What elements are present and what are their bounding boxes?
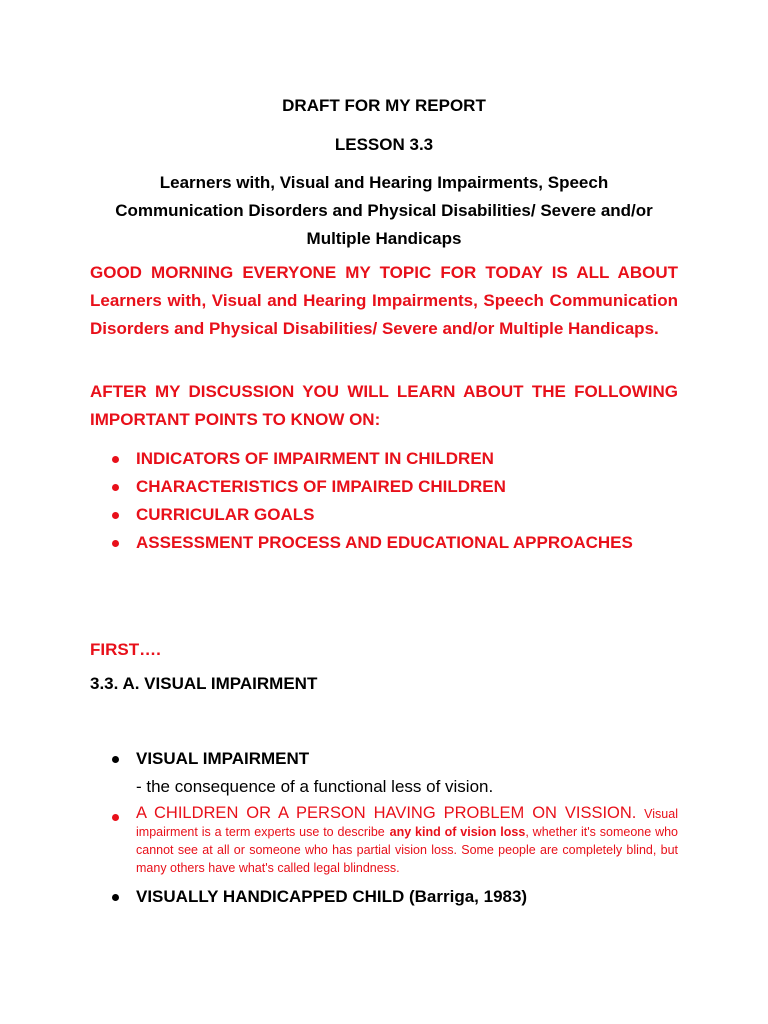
list-item: ASSESSMENT PROCESS AND EDUCATIONAL APPROACHES <box>108 529 633 557</box>
item-highlight: any kind of vision loss <box>389 825 526 839</box>
list-item: CURRICULAR GOALS <box>108 501 633 529</box>
topic-line-3: Multiple Handicaps <box>306 229 462 248</box>
intro-after: AFTER MY DISCUSSION YOU WILL LEARN ABOUT THE FOLLOWING IMPORTANT POINTS TO KNOW ON: <box>90 382 678 429</box>
list-item <box>108 745 678 801</box>
bullet-icon <box>112 456 119 463</box>
item-text-continued: , whether it's someone who cannot see at all or someone who has partial vision loss. Some people are completely blind, but many others have what's called legal blindness. <box>136 825 679 875</box>
bullet-icon <box>112 540 119 547</box>
topic-heading <box>90 169 678 253</box>
item-title: VISUALLY HANDICAPPED CHILD (Barriga, 1983) <box>136 887 528 906</box>
document-title: DRAFT FOR MY REPORT <box>282 96 486 115</box>
section-heading: 3.3. A. VISUAL IMPAIRMENT <box>90 674 318 693</box>
item-title: A CHILDREN OR A PERSON HAVING PROBLEM ON VISSION. <box>136 804 637 822</box>
item-title: VISUAL IMPAIRMENT <box>136 749 310 768</box>
list-item <box>108 802 678 877</box>
lesson-label: LESSON 3.3 <box>334 135 434 154</box>
intro-greeting: GOOD MORNING EVERYONE MY TOPIC FOR TODAY IS ALL ABOUT Learners with, Visual and Hearing Impairments, Speech Communication Disorders and Physical Disabilities/ Severe and/or Multiple Handicaps. <box>90 263 678 338</box>
bullet-icon <box>112 512 119 519</box>
item-text: Visual impairment is a term experts use to describe <box>136 807 678 839</box>
list-item: INDICATORS OF IMPAIRMENT IN CHILDREN <box>108 445 633 473</box>
topic-line-1: Learners with, Visual and Hearing Impairments, Speech <box>159 173 609 192</box>
list-item <box>108 883 678 911</box>
item-description: - the consequence of a functional less of vision. <box>136 777 494 796</box>
topic-line-2: Communication Disorders and Physical Disabilities/ Severe and/or <box>115 201 653 220</box>
points-list <box>108 445 633 557</box>
bullet-icon <box>112 756 119 763</box>
list-item: CHARACTERISTICS OF IMPAIRED CHILDREN <box>108 473 633 501</box>
first-label: FIRST…. <box>90 640 161 659</box>
bullet-icon <box>112 894 119 901</box>
bullet-icon <box>112 484 119 491</box>
bullet-icon <box>112 814 119 821</box>
